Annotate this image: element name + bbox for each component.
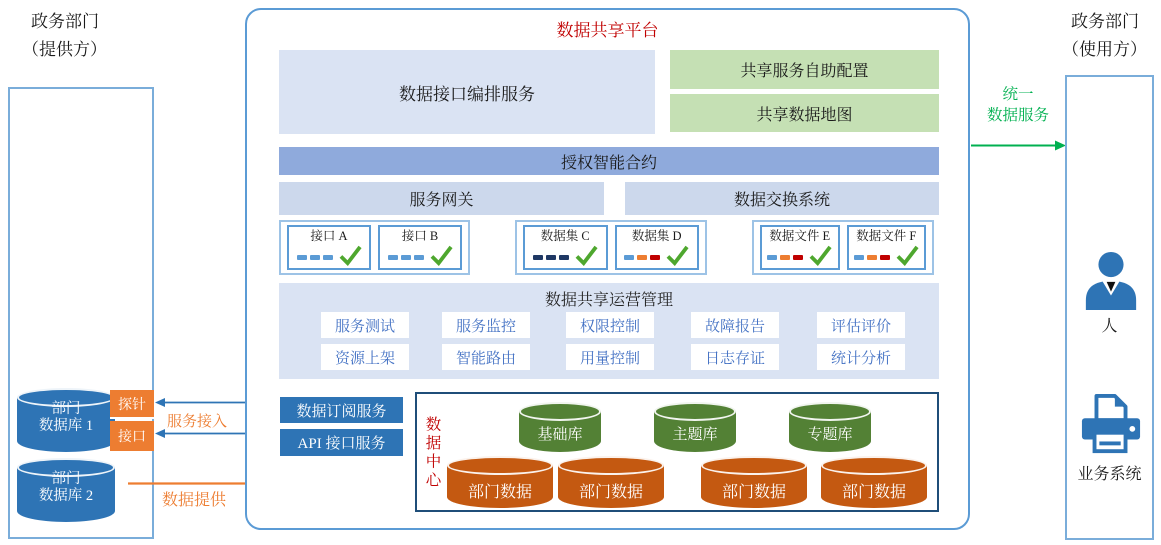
person-label: 人 [1101, 318, 1118, 335]
provider-title-line2: （提供方） [22, 39, 107, 59]
service-access-label: 服务接入 [167, 414, 228, 430]
check-card-title: 数据集 C [540, 228, 590, 243]
provider-title [22, 8, 107, 63]
theme-db-label: 主题库 [672, 427, 718, 443]
dept-data-cylinder [701, 456, 807, 508]
port-tag: 接口 [110, 421, 154, 451]
smart-contract-band: 授权智能合约 [279, 147, 939, 175]
dept-data-cylinder [558, 456, 664, 508]
dept-data-label: 部门数据 [721, 484, 786, 501]
op-box: 用量控制 [566, 344, 654, 370]
check-card-dataset-d [615, 225, 700, 270]
cylinder-top [447, 456, 553, 475]
op-box: 智能路由 [442, 344, 530, 370]
label-line: 数据服务 [986, 106, 1049, 124]
operations-section [279, 283, 939, 379]
data-dash [414, 255, 424, 260]
data-dash [650, 255, 660, 260]
checkmark-icon [339, 245, 362, 266]
op-box: 故障报告 [691, 312, 779, 338]
dept-database-1-cylinder [17, 388, 115, 452]
cylinder-top [821, 456, 927, 475]
label-line: 数据库 1 [38, 417, 94, 434]
self-config-box: 共享服务自助配置 [670, 50, 939, 89]
api-service-box: API 接口服务 [280, 429, 403, 456]
gateway-check-group [279, 220, 470, 275]
check-card-title: 数据集 D [631, 228, 682, 243]
check-card-row [297, 245, 362, 266]
check-card-datafile-f [847, 225, 927, 270]
special-db-label: 专题库 [807, 427, 853, 443]
data-dash [533, 255, 543, 260]
data-exchange-band: 数据交换系统 [625, 182, 939, 215]
dept-data-cylinder [447, 456, 553, 508]
data-dash [793, 255, 803, 260]
theme-db-cylinder [654, 402, 736, 452]
dept-data-label: 部门数据 [467, 484, 532, 501]
operations-title: 数据共享运营管理 [544, 292, 673, 309]
consumer-panel [1065, 75, 1154, 540]
data-dash [388, 255, 398, 260]
check-card-datafile-e [760, 225, 840, 270]
op-box: 资源上架 [321, 344, 409, 370]
dept-data-cylinder [821, 456, 927, 508]
check-card-title: 数据文件 E [769, 228, 831, 243]
data-dash [546, 255, 556, 260]
check-card-title: 接口 B [401, 228, 439, 243]
data-dash [310, 255, 320, 260]
data-subscribe-service-box: 数据订阅服务 [280, 397, 403, 423]
op-box: 统计分析 [817, 344, 905, 370]
data-dash [624, 255, 634, 260]
checkmark-icon [575, 245, 598, 266]
check-card-row [533, 245, 598, 266]
dept-data-label: 部门数据 [578, 484, 643, 501]
checkmark-icon [430, 245, 453, 266]
cylinder-top [654, 402, 736, 421]
data-dash [297, 255, 307, 260]
op-box: 服务监控 [442, 312, 530, 338]
business-system-label: 业务系统 [1077, 466, 1142, 483]
label-line: 统一 [1002, 86, 1034, 103]
check-card-row [388, 245, 453, 266]
dept-database-1-label [17, 401, 115, 434]
data-dash [880, 255, 890, 260]
platform-title: 数据共享平台 [556, 21, 659, 40]
unified-service-arrow [971, 139, 1067, 152]
data-dash [323, 255, 333, 260]
dept-data-label: 部门数据 [841, 484, 906, 501]
op-box: 服务测试 [321, 312, 409, 338]
data-center-label: 数据中心 [423, 416, 441, 490]
dataset-check-group [515, 220, 707, 275]
data-map-box: 共享数据地图 [670, 94, 939, 132]
op-box: 评估评价 [817, 312, 905, 338]
probe-tag: 探针 [110, 390, 154, 419]
data-dash [780, 255, 790, 260]
check-card-dataset-c [523, 225, 608, 270]
data-dash [637, 255, 647, 260]
label-line: 部门 [51, 471, 81, 487]
dept-database-2-cylinder [17, 458, 115, 522]
business-system-icon [1080, 393, 1142, 457]
checkmark-icon [666, 245, 689, 266]
label-line: 数据库 2 [38, 487, 94, 504]
checkmark-icon [896, 245, 919, 266]
datafile-check-group [752, 220, 934, 275]
check-card-interface-a [287, 225, 371, 270]
consumer-title-line2: （使用方） [1062, 39, 1147, 59]
check-card-row [624, 245, 689, 266]
service-gateway-band: 服务网关 [279, 182, 604, 215]
label-line: 部门 [51, 401, 81, 417]
cylinder-top [789, 402, 871, 421]
op-box: 日志存证 [691, 344, 779, 370]
check-card-row [767, 245, 832, 266]
cylinder-top [701, 456, 807, 475]
provider-title-line1: 政务部门 [31, 12, 99, 31]
data-dash [401, 255, 411, 260]
orchestration-box: 数据接口编排服务 [279, 50, 655, 134]
consumer-title [1062, 8, 1147, 63]
data-dash [854, 255, 864, 260]
checkmark-icon [809, 245, 832, 266]
platform-panel [245, 8, 970, 530]
base-db-label: 基础库 [537, 427, 583, 443]
data-provide-label: 数据提供 [162, 492, 227, 509]
data-dash [867, 255, 877, 260]
cylinder-top [558, 456, 664, 475]
data-dash [559, 255, 569, 260]
dept-database-2-label [17, 471, 115, 504]
check-card-row [854, 245, 919, 266]
unified-service-label [970, 85, 1066, 127]
check-card-title: 接口 A [310, 228, 348, 243]
check-card-title: 数据文件 F [856, 228, 917, 243]
cylinder-top [519, 402, 601, 421]
base-db-cylinder [519, 402, 601, 452]
op-box: 权限控制 [566, 312, 654, 338]
data-dash [767, 255, 777, 260]
person-icon [1082, 249, 1140, 311]
data-center-box [415, 392, 939, 512]
consumer-title-line1: 政务部门 [1071, 12, 1139, 31]
check-card-interface-b [378, 225, 462, 270]
special-db-cylinder [789, 402, 871, 452]
